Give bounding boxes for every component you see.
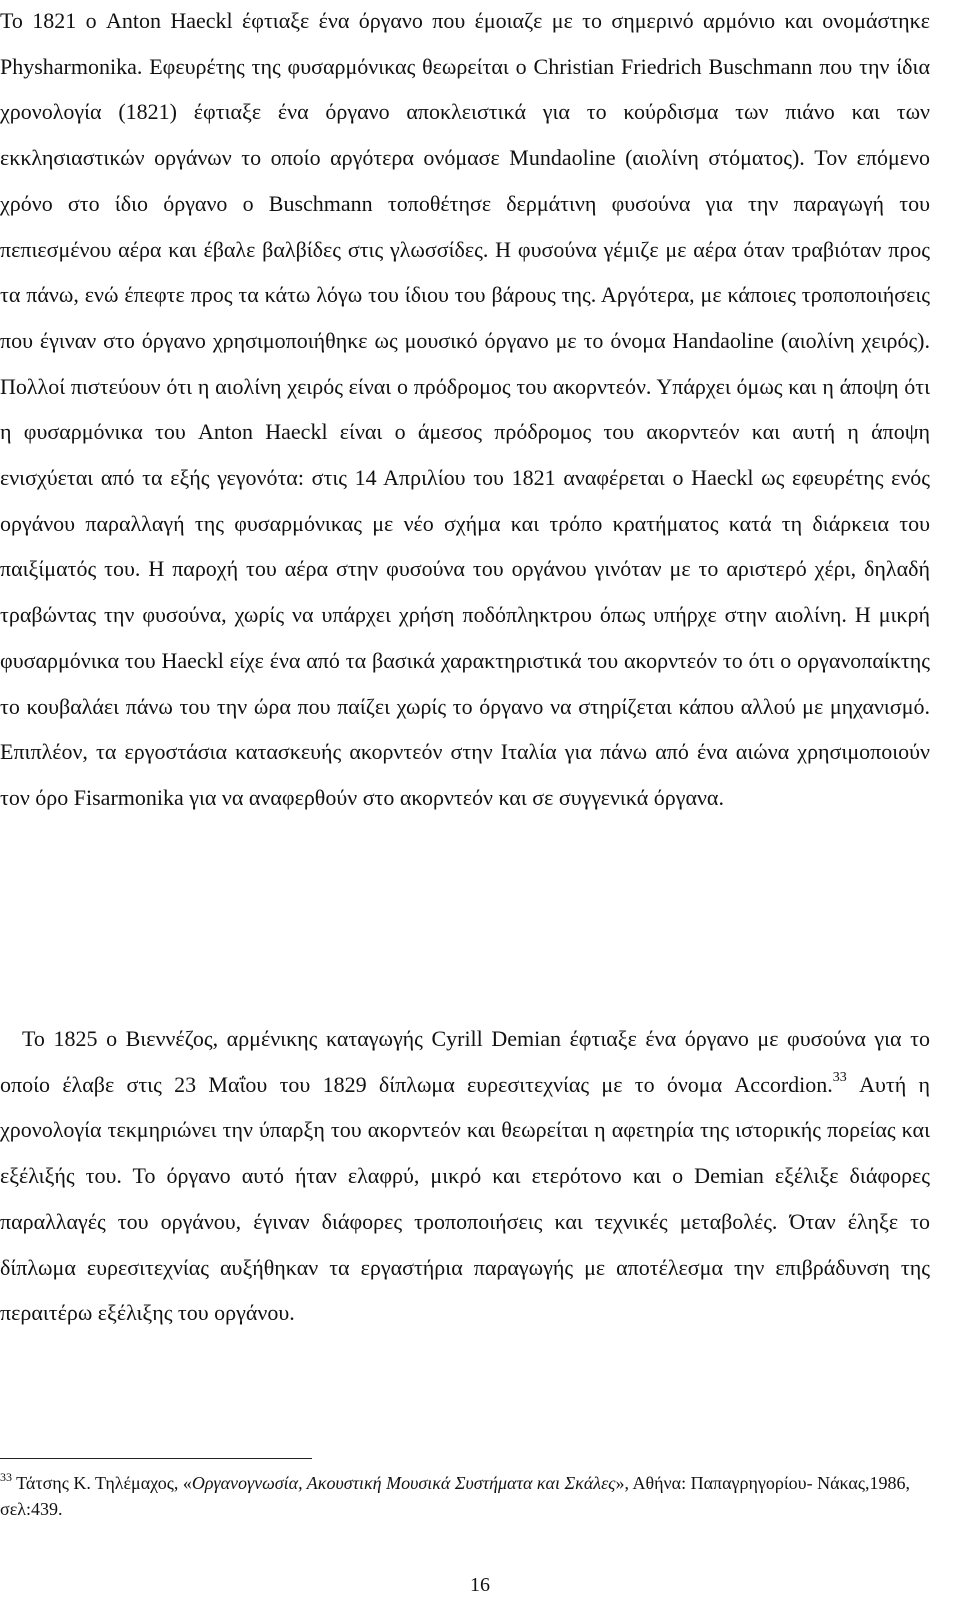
paragraph-2-text-before: Το 1825 ο Βιεννέζος, αρμένικης καταγωγής Cyrill Demian έφτιαξε ένα όργανο με φυσούνα για το οποίο έλαβε στις 23 Μαΐου του 1829 δίπλωμα ευρεσιτεχνίας με το όνομα Accordion. — [0, 1026, 930, 1097]
page-number: 16 — [470, 1574, 490, 1596]
footnote-publisher: », Αθήνα: Παπαγρηγορίου- Νάκας,1986, σελ:439. — [0, 1473, 910, 1519]
body-paragraph-2 — [0, 1016, 930, 1336]
footnote-reference[interactable]: 33 — [832, 1070, 847, 1086]
footnote-separator — [0, 1458, 312, 1459]
footnote — [0, 1470, 930, 1522]
footnote-title: Οργανογνωσία, Ακουστική Μουσικά Συστήματα και Σκάλες — [191, 1473, 616, 1493]
footnote-author: Τάτσης Κ. Τηλέμαχος, « — [12, 1473, 192, 1493]
footnote-number: 33 — [0, 1470, 12, 1484]
paragraph-2-text-after: Αυτή η χρονολογία τεκμηριώνει την ύπαρξη του ακορντεόν και θεωρείται η αφετηρία της ιστορικής πορείας και εξέλιξής του. Το όργανο αυτό ήταν ελαφρύ, μικρό και ετερότονο και ο Demian εξέλιξε διάφορες παραλλαγές του οργάνου, έγιναν διάφορες τροποποιήσεις και τεχνικές μεταβολές. Όταν έληξε το δίπλωμα ευρεσιτεχνίας αυξήθηκαν τα εργαστήρια παραγωγής με αποτέλεσμα την επιβράδυνση της περαιτέρω εξέλιξης του οργάνου. — [0, 1071, 930, 1326]
body-paragraph-1: Το 1821 ο Anton Haeckl έφτιαξε ένα όργανο που έμοιαζε με το σημερινό αρμόνιο και ονομάστηκε Physharmonika. Εφευρέτης της φυσαρμόνικας θεωρείται ο Christian Friedrich Buschmann που την ίδια χρονολογία (1821) έφτιαξε ένα όργανο αποκλειστικά για το κούρδισμα των πιάνο και των εκκλησιαστικών οργάνων το οποίο αργότερα ονόμασε Mundaoline (αιολίνη στόματος). Τον επόμενο χρόνο στο ίδιο όργανο ο Buschmann τοποθέτησε δερμάτινη φυσούνα για την παραγωγή του πεπιεσμένου αέρα και έβαλε βαλβίδες στις γλωσσίδες. Η φυσούνα γέμιζε με αέρα όταν τραβιόταν προς τα πάνω, ενώ έπεφτε προς τα κάτω λόγω του ίδιου του βάρους της. Αργότερα, με κάποιες τροποποιήσεις που έγιναν στο όργανο χρησιμοποιήθηκε ως μουσικό όργανο με το όνομα Handaoline (αιολίνη χειρός). Πολλοί πιστεύουν ότι η αιολίνη χειρός είναι ο πρόδρομος του ακορντεόν. Υπάρχει όμως και η άποψη ότι η φυσαρμόνικα του Anton Haeckl είναι ο άμεσος πρόδρομος του ακορντεόν και αυτή η άποψη ενισχύεται από τα εξής γεγονότα: στις 14 Απριλίου του 1821 αναφέρεται ο Haeckl ως εφευρέτης ενός οργάνου παραλλαγή της φυσαρμόνικας με νέο σχήμα και τρόπο κρατήματος κατά τη διάρκεια του παιξίματός του. Η παροχή του αέρα στην φυσούνα του οργάνου γινόταν με το αριστερό χέρι, δηλαδή τραβώντας την φυσούνα, χωρίς να υπάρχει χρήση ποδόπληκτρου όπως υπήρχε στην αιολίνη. Η μικρή φυσαρμόνικα του Haeckl είχε ένα από τα βασικά χαρακτηριστικά του ακορντεόν το ότι ο οργανοπαίκτης το κουβαλάει πάνω του την ώρα που παίζει χωρίς το όργανο να στηρίζεται κάπου αλλού με μηχανισμό. Επιπλέον, τα εργοστάσια κατασκευής ακορντεόν στην Ιταλία για πάνω από ένα αιώνα χρησιμοποιούν τον όρο Fisarmonika για να αναφερθούν στο ακορντεόν και σε συγγενικά όργανα. — [0, 8, 930, 810]
